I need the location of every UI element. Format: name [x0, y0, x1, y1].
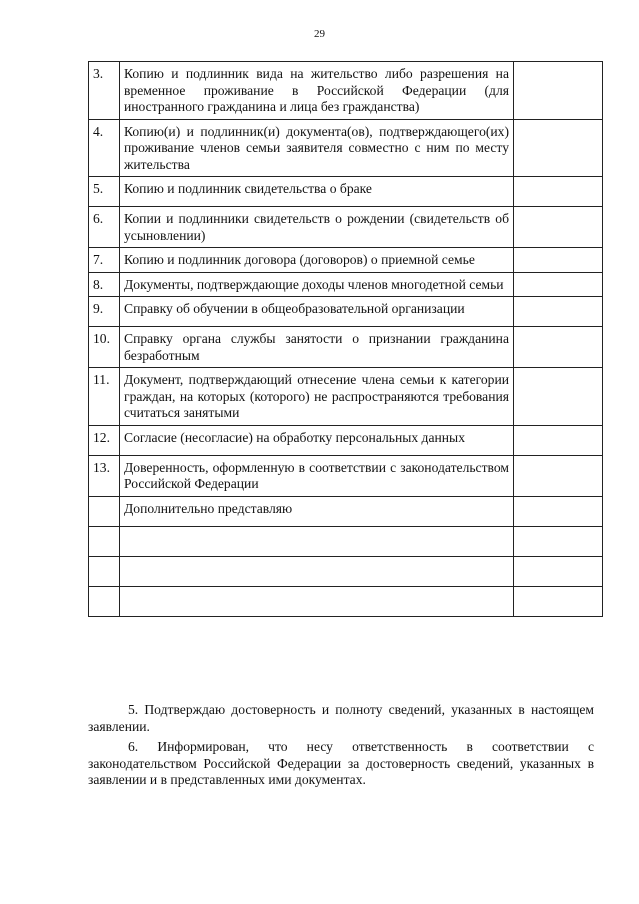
mark-cell[interactable]: [514, 526, 603, 556]
mark-cell[interactable]: [514, 455, 603, 496]
table-row: [89, 327, 603, 368]
row-number: 12.: [89, 425, 120, 455]
document-description: Копию и подлинник вида на жительство либо разрешения на временное проживание в Российской Федерации (для иностранного гражданина и лица без гражданства): [120, 62, 514, 120]
mark-cell[interactable]: [514, 119, 603, 177]
document-description: Справку органа службы занятости о признании гражданина безработным: [120, 327, 514, 368]
row-number: [89, 526, 120, 556]
table-row: [89, 496, 603, 526]
statements-block: [88, 702, 594, 793]
document-description: Копию(и) и подлинник(и) документа(ов), подтверждающего(их) проживание членов семьи заявителя совместно с ним по месту жительства: [120, 119, 514, 177]
mark-cell[interactable]: [514, 425, 603, 455]
document-description: Документ, подтверждающий отнесение члена семьи к категории граждан, на которых (которого) не распространяются требования считаться занятыми: [120, 368, 514, 426]
document-description[interactable]: [120, 586, 514, 616]
statement-5: 5. Подтверждаю достоверность и полноту сведений, указанных в настоящем заявлении.: [88, 702, 594, 734]
table-row: [89, 586, 603, 616]
document-description: Копии и подлинники свидетельств о рождении (свидетельств об усыновлении): [120, 207, 514, 248]
mark-cell[interactable]: [514, 586, 603, 616]
row-number: 10.: [89, 327, 120, 368]
row-number: 11.: [89, 368, 120, 426]
row-number: 5.: [89, 177, 120, 207]
row-number: 3.: [89, 62, 120, 120]
table-row: [89, 207, 603, 248]
table-row: [89, 248, 603, 273]
document-description: Дополнительно представляю: [120, 496, 514, 526]
row-number: 13.: [89, 455, 120, 496]
table-row: [89, 425, 603, 455]
document-description: Справку об обучении в общеобразовательной организации: [120, 297, 514, 327]
documents-table: [88, 61, 603, 617]
table-row: [89, 119, 603, 177]
row-number: 8.: [89, 272, 120, 297]
mark-cell[interactable]: [514, 496, 603, 526]
page-number: 29: [314, 28, 325, 40]
table-row: [89, 177, 603, 207]
mark-cell[interactable]: [514, 248, 603, 273]
mark-cell[interactable]: [514, 272, 603, 297]
row-number: [89, 586, 120, 616]
document-description: Копию и подлинник договора (договоров) о приемной семье: [120, 248, 514, 273]
document-description[interactable]: [120, 556, 514, 586]
mark-cell[interactable]: [514, 327, 603, 368]
row-number: [89, 556, 120, 586]
document-description: Доверенность, оформленную в соответствии с законодательством Российской Федерации: [120, 455, 514, 496]
statement-6: 6. Информирован, что несу ответственность в соответствии с законодательством Российской Федерации за достоверность сведений, указанных в заявлении и в представленных ими документах.: [88, 739, 594, 787]
table-row: [89, 556, 603, 586]
row-number: [89, 496, 120, 526]
mark-cell[interactable]: [514, 556, 603, 586]
mark-cell[interactable]: [514, 368, 603, 426]
table-row: [89, 297, 603, 327]
mark-cell[interactable]: [514, 207, 603, 248]
table-row: [89, 455, 603, 496]
mark-cell[interactable]: [514, 177, 603, 207]
row-number: 9.: [89, 297, 120, 327]
document-description[interactable]: [120, 526, 514, 556]
table-row: [89, 368, 603, 426]
mark-cell[interactable]: [514, 297, 603, 327]
table-row: [89, 526, 603, 556]
row-number: 6.: [89, 207, 120, 248]
row-number: 7.: [89, 248, 120, 273]
table-row: [89, 62, 603, 120]
document-description: Согласие (несогласие) на обработку персональных данных: [120, 425, 514, 455]
row-number: 4.: [89, 119, 120, 177]
mark-cell[interactable]: [514, 62, 603, 120]
document-description: Документы, подтверждающие доходы членов многодетной семьи: [120, 272, 514, 297]
document-description: Копию и подлинник свидетельства о браке: [120, 177, 514, 207]
table-row: [89, 272, 603, 297]
